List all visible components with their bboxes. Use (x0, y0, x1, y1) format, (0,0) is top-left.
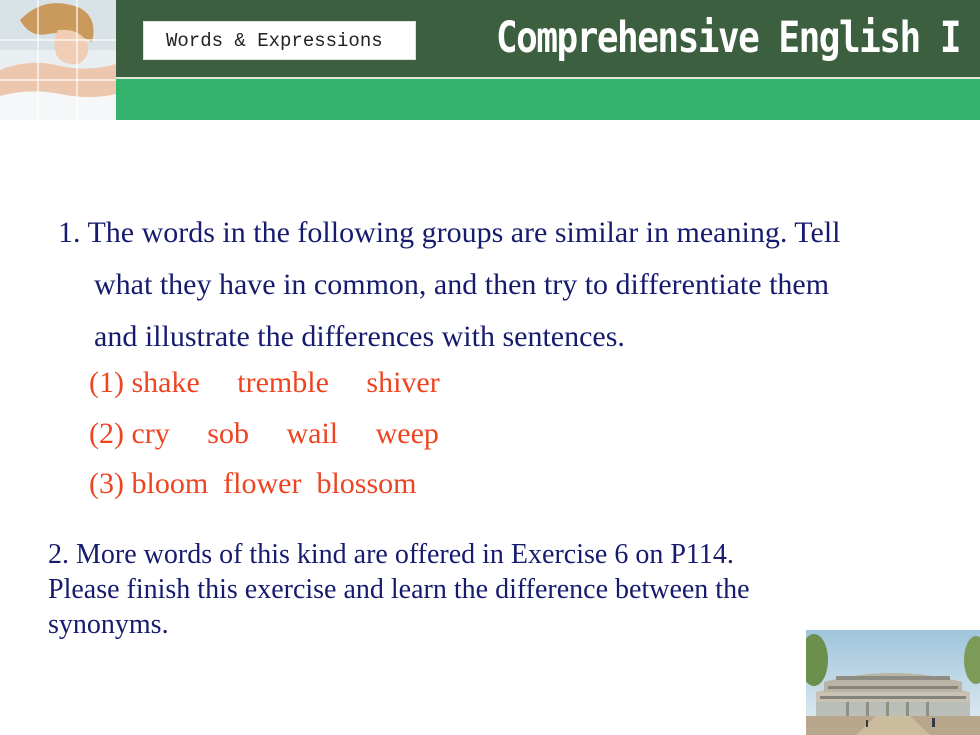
word-group-1: (1) shake tremble shiver (89, 366, 440, 399)
word-groups (89, 358, 440, 510)
exercise-1-line: 1. The words in the following groups are similar in meaning. Tell (58, 216, 841, 249)
course-title: Comprehensive English I (496, 14, 960, 63)
header-band-green (116, 79, 980, 120)
exercise-2-line: synonyms. (48, 609, 169, 640)
exercise-1-line: and illustrate the differences with sentences. (94, 320, 625, 353)
exercise-2-line: Please finish this exercise and learn the difference between the (48, 574, 750, 605)
campus-building-photo (806, 630, 980, 735)
exercise-1-line: what they have in common, and then try to differentiate them (94, 268, 830, 301)
word-group-2: (2) cry sob wail weep (89, 416, 439, 450)
exercise-2-instructions (48, 537, 928, 642)
header-photo (0, 0, 116, 120)
slide-header (0, 0, 980, 120)
exercise-1-instructions (58, 207, 938, 363)
exercise-2-line: 2. More words of this kind are offered in Exercise 6 on P114. (48, 539, 734, 570)
word-group-3: (3) bloom flower blossom (89, 467, 417, 500)
section-tag: Words & Expressions (143, 21, 416, 60)
